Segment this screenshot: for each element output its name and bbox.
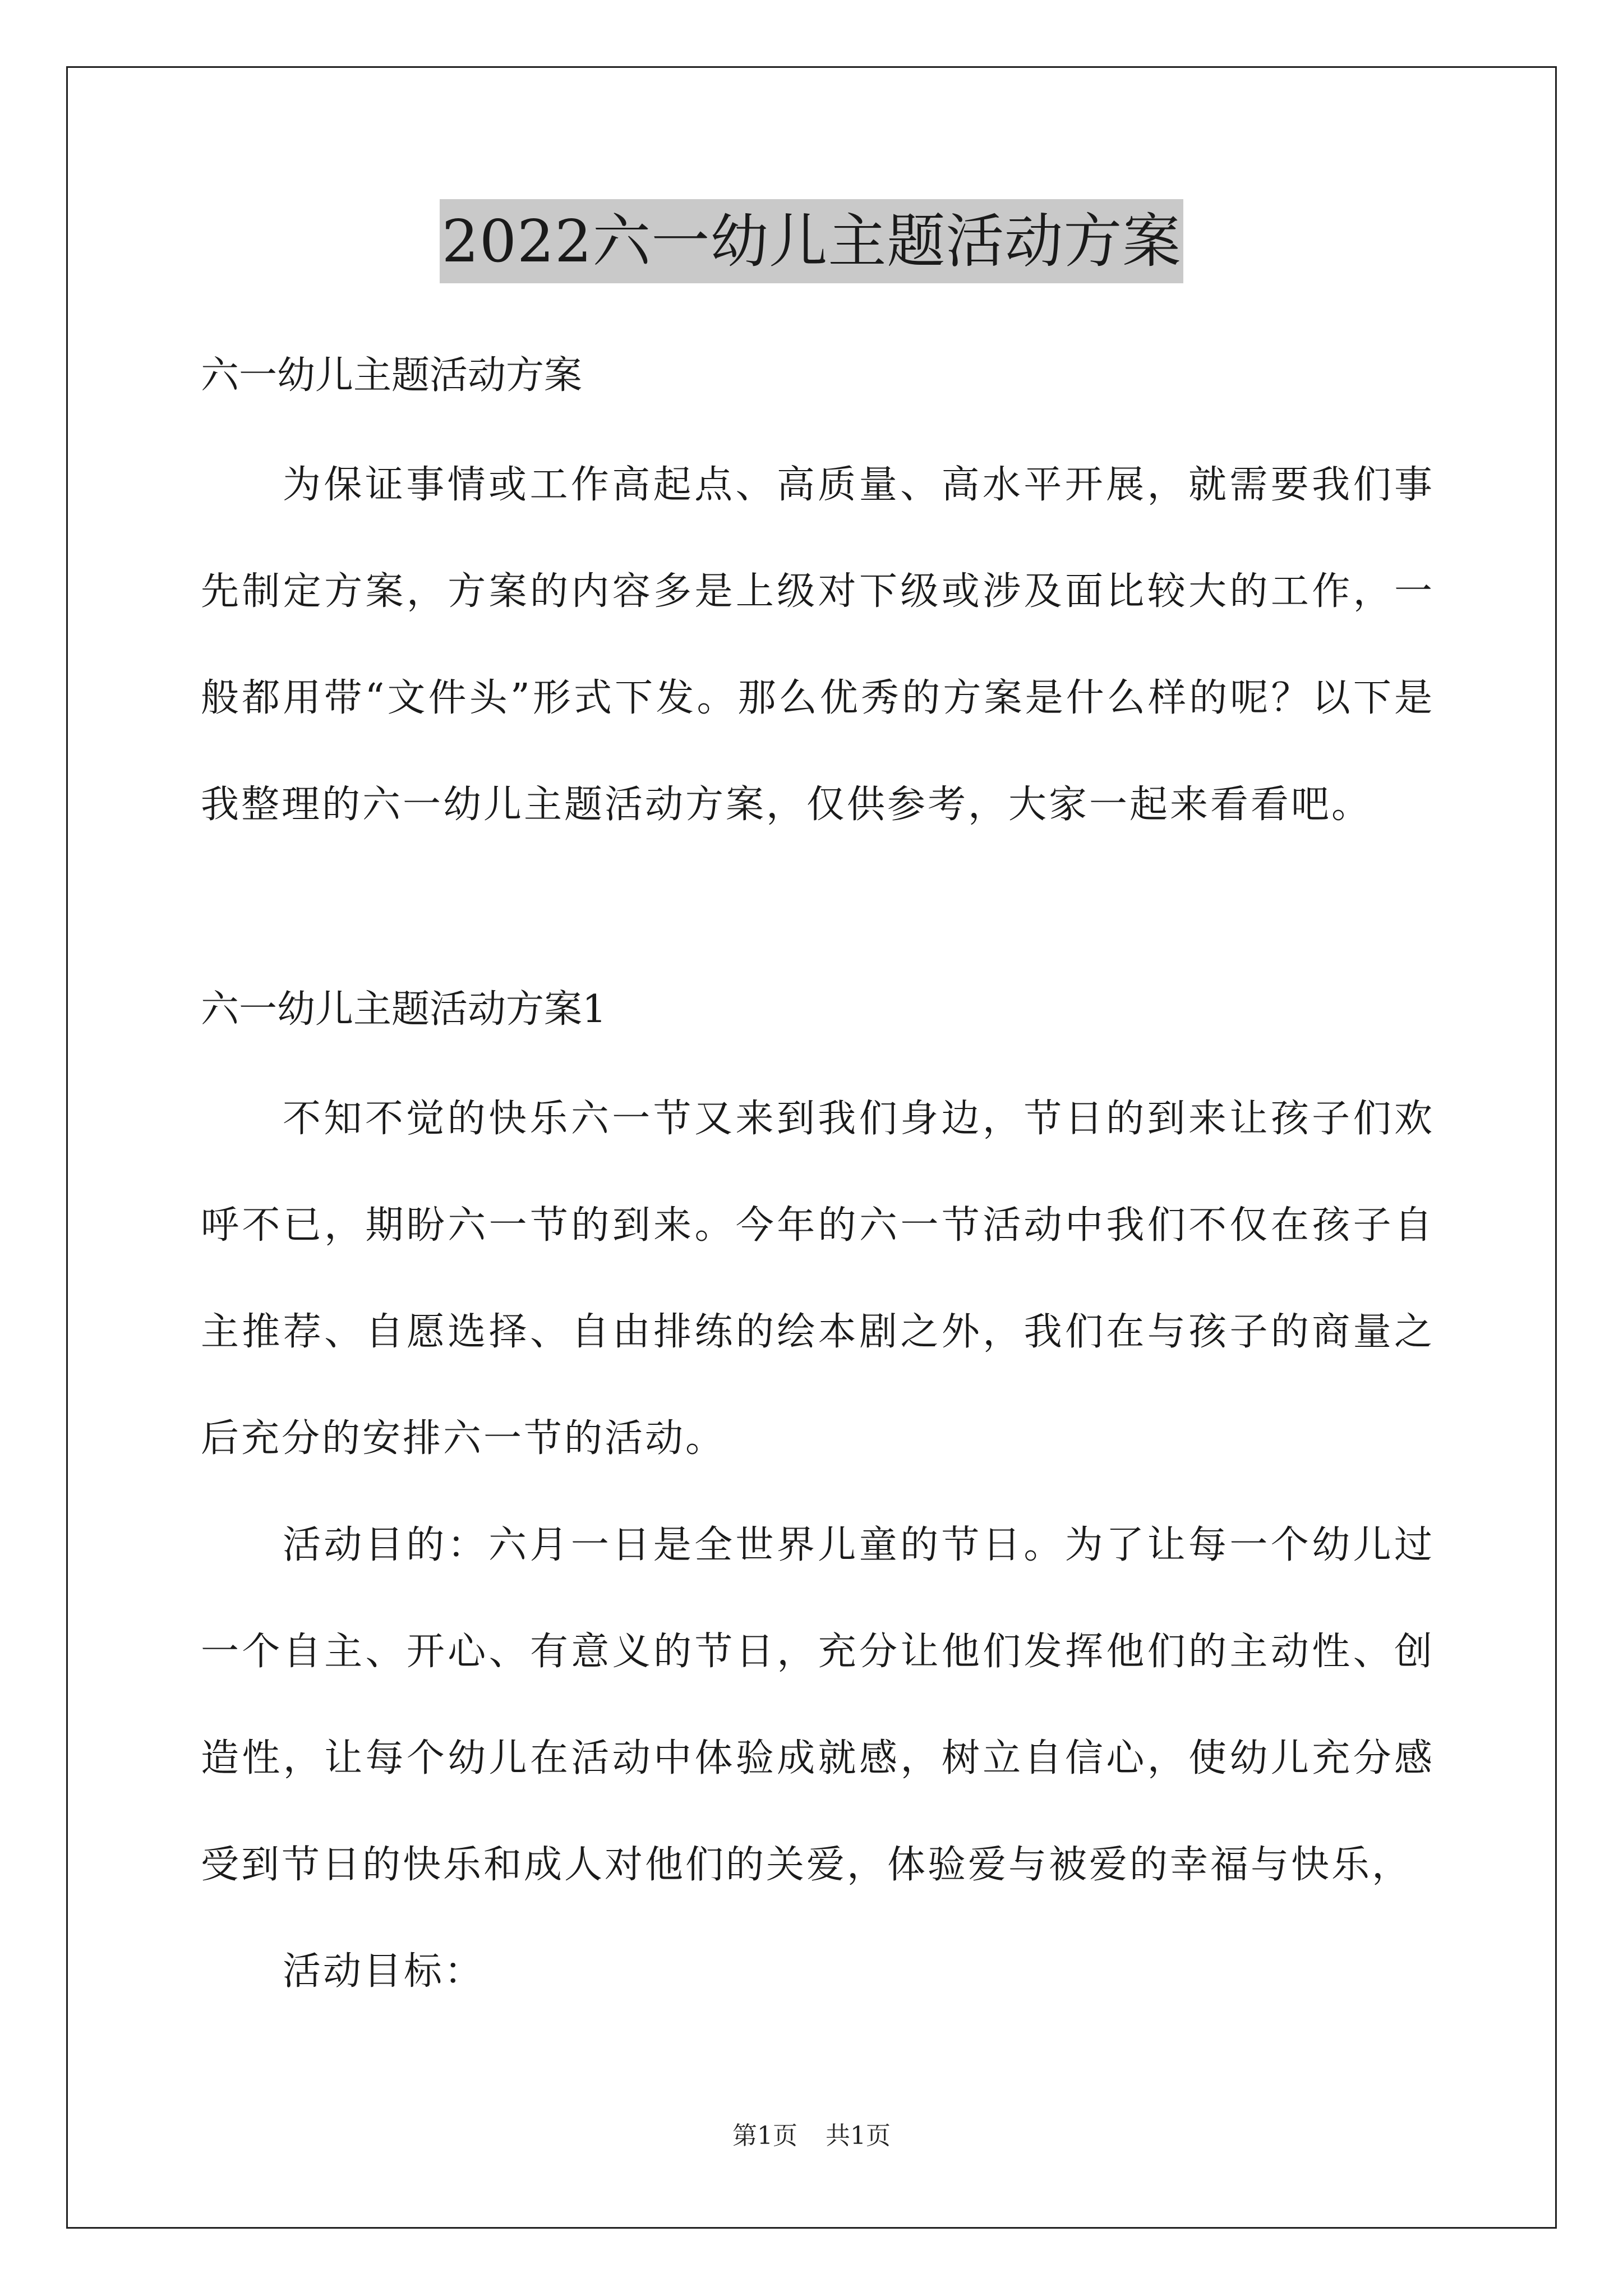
- section-1-paragraph-1: 不知不觉的快乐六一节又来到我们身边，节日的到来让孩子们欢呼不已，期盼六一节的到来。今年的六一节活动中我们不仅在孩子自主推荐、自愿选择、自由排练的绘本剧之外，我们在与孩子的商量之后充分的安排六一节的活动。: [201, 1097, 1435, 1461]
- page-number: 第1页: [732, 2122, 797, 2150]
- title-container: [0, 199, 1623, 283]
- document-title: 2022六一幼儿主题活动方案: [440, 199, 1184, 283]
- section-1-paragraph-3: 活动目标：: [283, 1949, 485, 1994]
- section-1-paragraph-2: 活动目的：六月一日是全世界儿童的节日。为了让每一个幼儿过一个自主、开心、有意义的节日，充分让他们发挥他们的主动性、创造性，让每个幼儿在活动中体验成就感，树立自信心，使幼儿充分感受到节日的快乐和成人对他们的关爱，体验爱与被爱的幸福与快乐，: [201, 1523, 1435, 1887]
- section-1-heading: 六一幼儿主题活动方案1: [201, 987, 607, 1032]
- page-total: 共1页: [826, 2122, 891, 2150]
- document-body: [201, 337, 1435, 2025]
- intro-subheading: 六一幼儿主题活动方案: [201, 353, 583, 398]
- intro-paragraph: 为保证事情或工作高起点、高质量、高水平开展，就需要我们事先制定方案，方案的内容多是上级对下级或涉及面比较大的工作，一般都用带“文件头”形式下发。那么优秀的方案是什么样的呢？以下是我整理的六一幼儿主题活动方案，仅供参考，大家一起来看看吧。: [201, 463, 1435, 827]
- page-footer: [0, 2119, 1623, 2153]
